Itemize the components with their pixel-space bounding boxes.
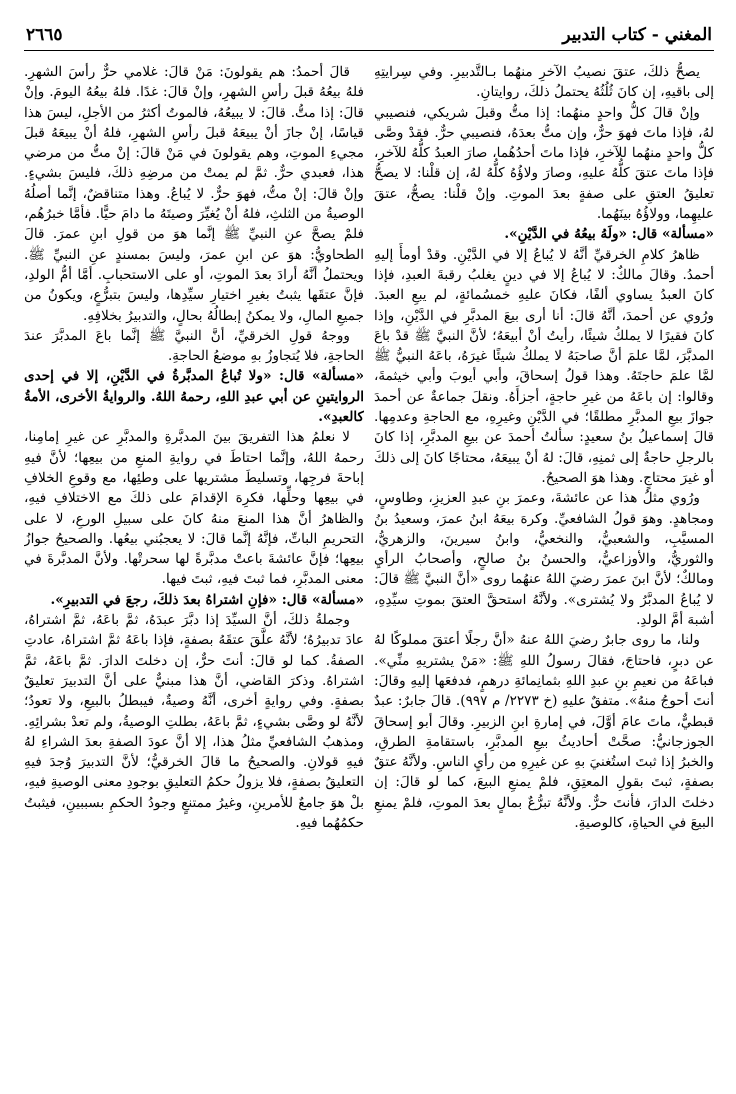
- masala-heading: «مسألة» قال: «فإنِ اشتراهُ بعدَ ذلكَ، رجعَ في التدبيرِ».: [50, 591, 364, 608]
- masala-heading: «مسألة» قال: «ولا تُباعُ المدبَّرةُ في الدَّيْنِ، إلا في إحدى الروايتينِ عن أبي عبدِ اللهِ، رحمهُ اللهُ. والروايةُ الأخرى، الأمةُ كالعبدِ».: [24, 368, 364, 426]
- paragraph: وجملةُ ذلكَ، أنَّ السيِّدَ إذا دبَّرَ عبدَهُ، ثمَّ باعَهُ، ثمَّ اشتراهُ، عادَ تدبيرُهُ؛ لأنَّهُ علَّقَ عتقَهُ بصفةٍ، فإذا باعَهُ ثمَّ اشتراهُ، عادتِ الصفةُ. كما لو قالَ: أنتَ حرٌّ، إن دخلتَ الدارَ. ثمَّ باعَهُ، ثمَّ اشتراهُ. وذكرَ القاضي، أنَّ هذا مبنيٌّ على أنَّ التدبيرَ تعليقٌ بصفةٍ. وفي روايةٍ أخرى، أنَّهُ وصيةٌ، فيبطلُ بالبيعِ، ولا تعودُ؛ لأنَّهُ لو وصَّى بشيءٍ، ثمَّ باعَهُ، بطلتِ الوصيةُ، ولم تعدْ بشرائِهِ. ومذهبُ الشافعيِّ مثلُ هذا، إلا أنَّ عودَ الصفةِ بعدَ الشراءِ لهُ فيهِ قولانِ. والصحيحُ ما قالَ الخرقيُّ؛ لأنَّ التدبيرَ وُجدَ فيهِ التعليقُ بصفةٍ، فلا يزولُ حكمُ التعليقِ بوجودِ معنى الوصيةِ فيهِ، بلْ هوَ جامعٌ للأمرينِ، وغيرُ ممتنعٍ وجودُ الحكمِ بسببينِ، فيثبتُ حكمُهُما فيهِ.: [24, 612, 364, 831]
- page: [24, 22, 714, 1082]
- left-column: [24, 62, 364, 1072]
- paragraph: وإنْ قالَ كلُّ واحدٍ منهُما: إذا متُّ وقبلَ شريكي، فنصيبي لهُ، فإذا ماتَ فهوَ حرٌّ، وإن متُّ بعدَهُ، فنصيبي حرٌّ. فقدْ وصَّى كلُّ واحدٍ منهُما للآخرِ، فإذا ماتَ أحدُهُما، صارَ العبدُ كلُّهُ للآخرِ، فإذا ماتَ عتقَ كلُّهُ عليهِ، وصارَ ولاؤُهُ كلُّهُ لهُ، إن قلْنا: لا يصحُّ تعليقُ العتقِ على صفةٍ بعدَ الموتِ. وإنْ قلْنا: يصحُّ، عتقَ عليهِما، وولاؤُهُ بينَهُما.: [374, 104, 714, 223]
- masala-heading: «مسألة» قال: «ولَهُ بيعُهُ في الدَّيْنِ».: [504, 226, 714, 243]
- paragraph: ورُوي مثلُ هذا عن عائشةَ، وعمرَ بنِ عبدِ العزيزِ، وطاوسٍ، ومجاهدٍ. وهوَ قولُ الشافعيِّ. وكرهَ بيعَهُ ابنُ عمرَ، وسعيدُ بنُ المسيَّبِ، والشعبيُّ، والنخعيُّ، وابنُ سيرينَ، والزهريُّ، والثوريُّ، والأوزاعيُّ، والحسنُ بنُ صالحٍ، وأصحابُ الرأيِ ومالكٌ؛ لأنَّ ابنَ عمرَ رضيَ اللهُ عنهُما روى «أنَّ النبيَّ ﷺ قالَ: لا يُباعُ المدبَّرُ ولا يُشترى». ولأنَّهُ استحقَّ العتقَ بموتِ سيِّدِهِ، أشبهَ أمَّ الولدِ.: [374, 490, 714, 629]
- book-title: المغني - كتاب التدبير: [562, 25, 712, 45]
- page-header: [24, 22, 714, 51]
- paragraph: ووجهُ قولِ الخرقيِّ، أنَّ النبيَّ ﷺ إنَّما باعَ المدبَّرَ عندَ الحاجةِ، فلا يُتجاوزُ بهِ موضعُ الحاجةِ.: [24, 327, 364, 365]
- page-number: ٢٦٦٥: [26, 25, 63, 45]
- paragraph: يصحُّ ذلكَ، عتقَ نصيبُ الآخرِ منهُما بـالتَّدبيرِ. وفي سِرايتِهِ إلى باقيهِ، إن كانَ ثُلُثُهُ يحتملُ ذلكَ، روايتانِ.: [374, 64, 714, 101]
- right-column: [374, 62, 714, 1072]
- paragraph: قالَ أحمدُ: هم يقولونَ: مَنْ قالَ: غلامي حرٌّ رأسَ الشهرِ. فلهُ بيعُهُ قبلَ رأسِ الشهرِ، وإنْ قالَ: غدًا. فلهُ بيعُهُ اليومَ. وإنْ قالَ: إذا متُّ. قالَ: لا يبيعُهُ، فالموتُ أكثرُ من الأجلِ، ليسَ هذا قياسًا، إنْ جازَ أنْ يبيعَهُ قبلَ رأسِ الشهرِ، فلهُ أنْ يبيعَهُ قبلَ مجيءِ الموتِ، وهم يقولونَ في مَنْ قالَ: إنْ متُّ من مرضي هذا، فعبدي حرٌّ. ثمَّ لم يمتْ من مرضِهِ ذلكَ، فليسَ بشيءٍ. وإنْ قالَ: إنْ متُّ، فهوَ حرٌّ. لا يُباعُ. وهذا متناقضٌ، إنَّما أصلُهُ الوصيةُ من الثلثِ، فلهُ أنْ يُغيِّرَ وصيتَهُ ما دامَ حيًّا. فأمَّا خبرُهُم، فلمْ يصحَّ عنِ النبيِّ ﷺ إنَّما هوَ من قولِ ابنِ عمرَ. قالَ الطحاويُّ: هوَ عن ابنِ عمرَ، وليسَ بمسندٍ عنِ النبيِّ ﷺ. ويحتملُ أنَّهُ أرادَ بعدَ الموتِ، أو على الاستحبابِ. أمَّا أمُّ الولدِ، فإنَّ عتقَها يثبتُ بغيرِ اختيارِ سيِّدِها، وليسَ بتبرُّعٍ، ويكونُ من جميعِ المالِ، ولا يمكنُ إبطالُهُ بحالٍ، والتدبيرُ بخلافِهِ.: [24, 64, 364, 324]
- paragraph: لا نعلمُ هذا التفريقَ بينَ المدبَّرةِ والمدبَّرِ عن غيرِ إمامِنا، رحمهُ اللهُ، وإنَّما احتاطَ في روايةِ المنعِ من بيعِها؛ لأنَّ فيهِ إباحةَ فرجِها، وتسليطَ مشتريها على وطئِها، مع وقوعِ الخلافِ في بيعِها وحلِّها، فكرِهَ الإقدامَ على ذلكَ مع الاختلافِ فيهِ، والظاهرُ أنَّ هذا المنعَ منهُ كانَ على سبيلِ الورعِ، لا على التحريمِ الباتِّ، فإنَّهُ إنَّما قالَ: لا يعجبُني بيعُها. والصحيحُ جوازُ بيعِها؛ فإنَّ عائشةَ باعتْ مدبَّرةً لها سحرتْها. ولأنَّ المدبَّرةَ في معنى المدبَّرِ، فما ثبتَ فيهِ، ثبتَ فيها.: [24, 429, 364, 588]
- text-columns: [24, 62, 714, 1082]
- paragraph: ظاهرُ كلامِ الخرقيِّ أنَّهُ لا يُباعُ إلا في الدَّيْنِ. وقدْ أومأَ إليهِ أحمدُ. وقالَ مالكٌ: لا يُباعُ إلا في دينٍ يغلبُ رقبةَ العبدِ، فإذا كانَ العبدُ يساوي ألفًا، فكانَ عليهِ خمسُمائةٍ، لم يبعِ العبدَ. ورُوي عن أحمدَ، أنَّهُ قالَ: أنا أرى بيعَ المدبَّرِ في الدَّيْنِ، وإذا كانَ فقيرًا لا يملكُ شيئًا، رأيتُ أنْ أبيعَهُ؛ لأنَّ النبيَّ ﷺ قدْ باعَ المدبَّرَ، لمَّا علمَ أنَّ صاحبَهُ لا يملكُ شيئًا غيرَهُ، باعَهُ النبيُّ ﷺ لمَّا علمَ حاجتَهُ. وهذا قولُ إسحاقَ، وأبي أيوبَ وأبي خيثمةَ، وقالوا: إن باعَهُ من غيرِ حاجةٍ، أجزأَهُ. ونقلَ جماعةٌ عن أحمدَ جوازَ بيعِ المدبَّرِ مطلقًا؛ في الدَّيْنِ وغيرِهِ، مع الحاجةِ وعدمِها. قالَ إسماعيلُ بنُ سعيدٍ: سألتُ أحمدَ عن بيعِ المدبَّرِ، إذا كانَ بالرجلِ حاجةٌ إلى ثمنِهِ، قالَ: لهُ أنْ يبيعَهُ، محتاجًا كانَ إلى ذلكَ أو غيرَ محتاجٍ. وهذا هوَ الصحيحُ.: [374, 246, 714, 486]
- paragraph: ولنا، ما روى جابرٌ رضيَ اللهُ عنهُ «أنَّ رجلًا أعتقَ مملوكًا لهُ عن دبرٍ، فاحتاجَ، فقالَ رسولُ اللهِ ﷺ: «مَنْ يشتريهِ منِّي». فباعَهُ من نعيمِ بنِ عبدِ اللهِ بثمانِمائةِ درهمٍ، فدفعَها إليهِ وقالَ: أنتَ أحوجُ منهُ». متفقٌ عليهِ (خ ٢٢٧٣/ م ٩٩٧). قالَ جابرٌ: عبدٌ قبطيٌّ، ماتَ عامَ أوَّلَ، في إمارةِ ابنِ الزبيرِ. وقالَ أبو إسحاقَ الجوزجانيُّ: صحَّتْ أحاديثُ بيعِ المدبَّرِ، باستقامةِ الطرقِ، والخبرُ إذا ثبتَ استُغنيَ بهِ عن غيرِهِ من رأيِ الناسِ. ولأنَّهُ عتقٌ بصفةٍ، ثبتَ بقولِ المعتِقِ، فلمْ يمنعِ البيعَ، كما لو قالَ: إن دخلتَ الدارَ، فأنتَ حرٌّ. ولأنَّهُ تبرُّعٌ بمالٍ بعدَ الموتِ، فلمْ يمنعِ البيعَ في الحياةِ، كالوصيةِ.: [374, 632, 714, 831]
